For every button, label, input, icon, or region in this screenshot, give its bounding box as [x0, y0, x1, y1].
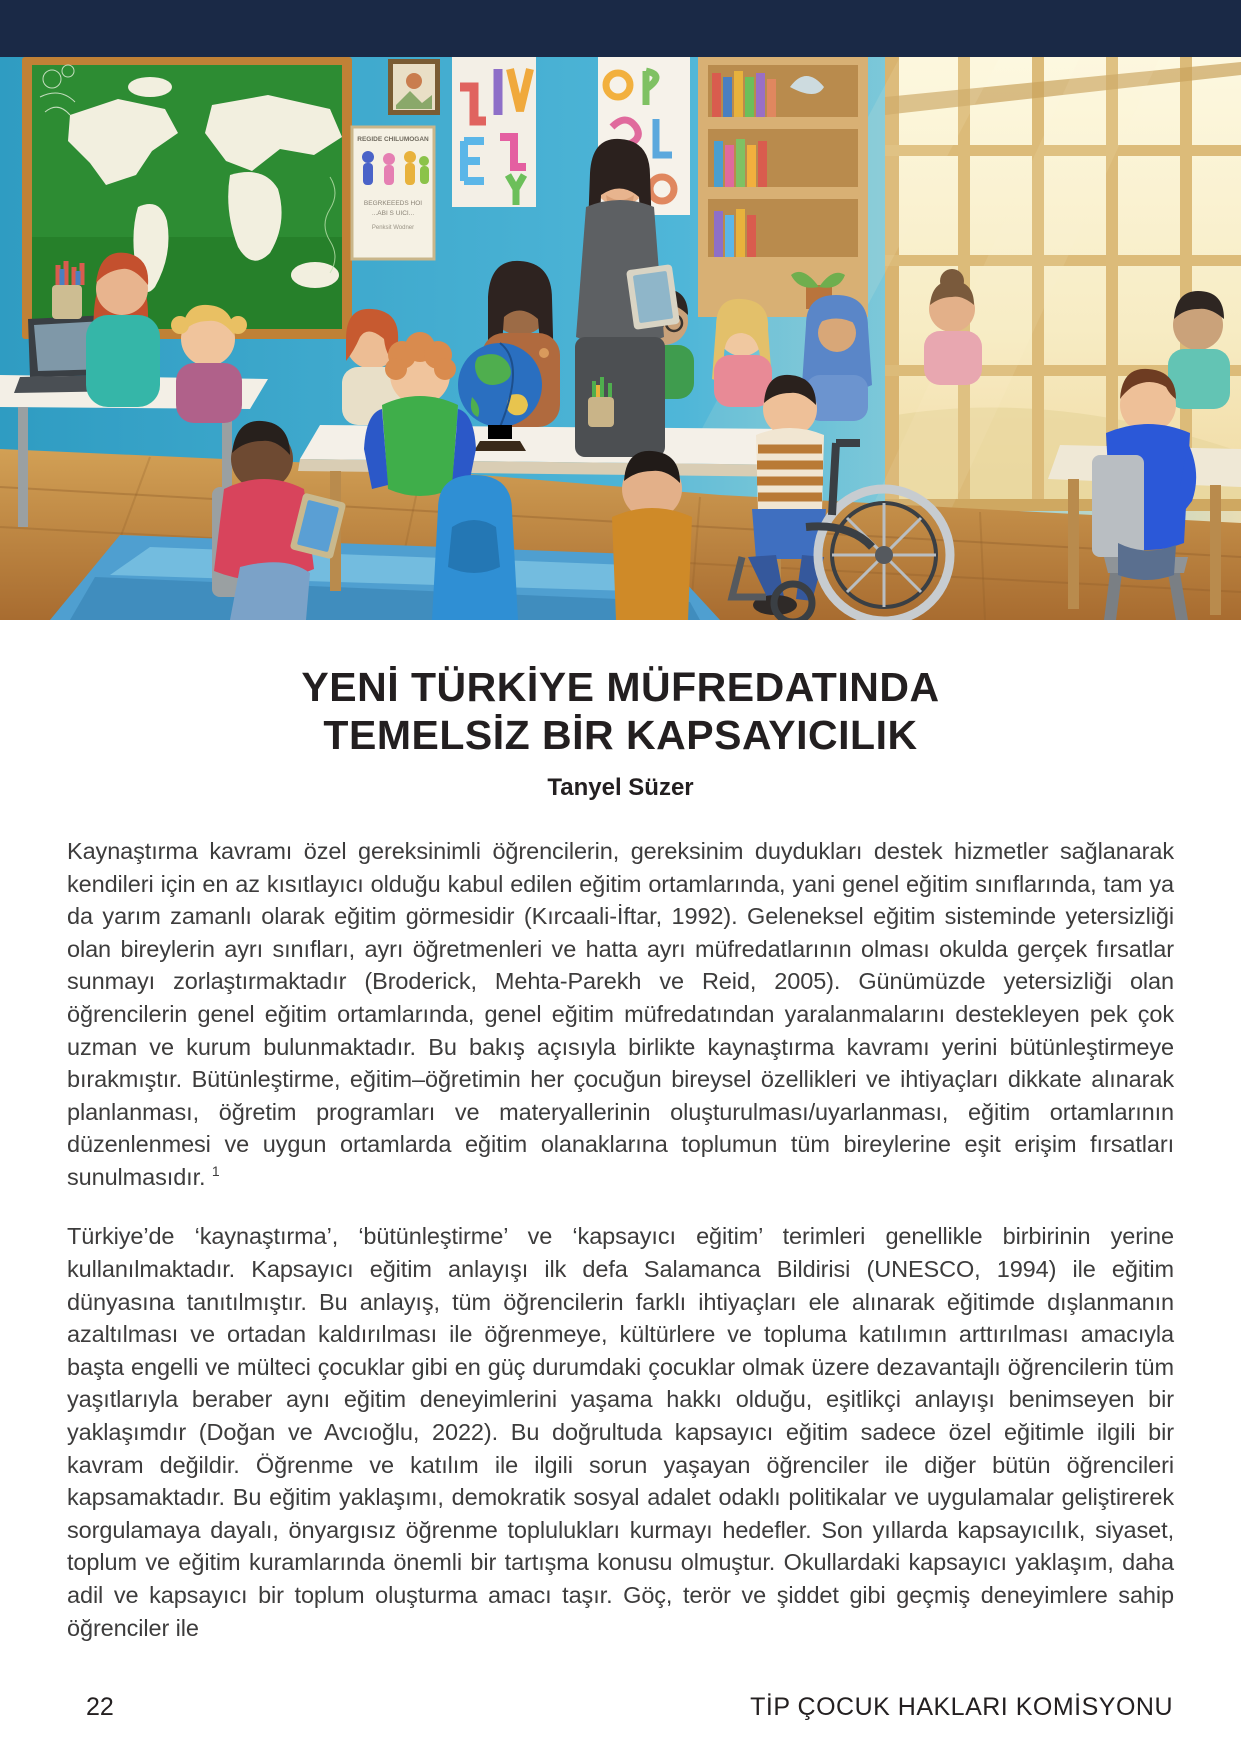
- title-line-1: YENİ TÜRKİYE MÜFREDATINDA: [301, 664, 940, 710]
- footer-organization: TİP ÇOCUK HAKLARI KOMİSYONU: [750, 1693, 1173, 1721]
- title-line-2: TEMELSİZ BİR KAPSAYICILIK: [323, 711, 918, 758]
- paragraph-1-text: Kaynaştırma kavramı özel gereksinimli öğrencilerin, gereksinim duydukları destek hizmetler sağlanarak kendileri için en az kısıtlayıcı olduğu kabul edilen eğitim ortamlarında, yani genel eğitim sınıflarında, tam ya da yarım zamanlı olarak eğitim görmesidir (Kırcaali-İftar, 1992). Geleneksel eğitim sisteminde yetersizliği olan bireylerin ayrı sınıfları, ayrı öğretmenleri ve hatta ayrı müfredatlarının olması okulda gerçek fırsatlar sunmayı zorlaştırmaktadır (Broderick, Mehta-Parekh ve Reid, 2005). Günümüzde yetersizliği olan öğrencilerin genel eğitim ortamlarında, genel eğitim müfredatından yaralanmalarını destekleyen pek çok uzman ve kurum bulunmaktadır. Bu bakış açısıyla birlikte kaynaştırma kavramı yerini bütünleştirmeye bırakmıştır. Bütünleştirme, eğitim–öğretimin her çocuğun bireysel özellikleri ve ihtiyaçları dikkate alınarak planlanması, öğretim programları ve materyallerinin oluşturulması/uyarlanması, eğitim ortamlarının düzenlenmesi ve uygun ortamlarda eğitim olanaklarına toplumun tüm bireylerine eşit erişim fırsatları sunulmasıdır.: [67, 837, 1174, 1190]
- svg-text:BEGRKEEEDS HOI: BEGRKEEEDS HOI: [363, 200, 423, 207]
- alphabet-poster: [452, 57, 536, 207]
- figures-poster: [352, 127, 434, 259]
- framed-picture: [388, 59, 440, 115]
- bookshelf: [698, 57, 868, 317]
- paragraph-2-text: Türkiye’de ‘kaynaştırma’, ‘bütünleştirme’ ve ‘kapsayıcı eğitim’ terimleri genellikle birbirinin yerine kullanılmaktadır. Kapsayıcı eğitim anlayışı ilk defa Salamanca Bildirisi (UNESCO, 1994) ile eğitim dünyasına tanıtılmıştır. Bu anlayış, tüm öğrencilerin farklı ihtiyaçları ele alınarak eğitimde dışlanmanın azaltılması ve ortadan kaldırılması ile öğrenmeye, kültürlere ve topluma katılımın arttırılması amacıyla başta engelli ve mülteci çocuklar gibi en güç durumdaki çocuklar olmak üzere dezavantajlı öğrencilerin tüm yaşıtlarıyla beraber aynı eğitim deneyimlerini yaşama hakkı olduğu, eşitlikçi anlayışı benimseyen bir yaklaşımdır (Doğan ve Avcıoğlu, 2022). Bu doğrultuda kapsayıcı eğitim sadece özel eğitimle ilgili bir kavram değildir. Öğrenme ve katılım ile ilgili sorun yaşayan öğrenciler ile diğer bütün öğrencileri kapsamaktadır. Bu eğitim yaklaşımı, demokratik sosyal adalet odaklı politikalar ve uygulamalar geliştirerek sorgulamaya dayalı, önyargısız öğrenme toplulukları kurmayı hedefler. Son yıllarda kapsayıcılık, siyaset, toplum ve eğitim kuramlarında önemli bir tartışma konusu olmuştur. Okullardaki kapsayıcı yaklaşım, daha adil ve kapsayıcı bir toplum oluşturma amacı taşır. Göç, terör ve şiddet gibi geçmiş deneyimlere sahip öğrenciler ile: [67, 1223, 1174, 1641]
- footnote-reference: 1: [211, 1163, 220, 1180]
- svg-text:Penksit Wodner: Penksit Wodner: [371, 225, 415, 231]
- article-title: [67, 664, 1174, 760]
- svg-text:...ABI S UICI...: ...ABI S UICI...: [371, 210, 415, 217]
- article-body: [0, 620, 1241, 1644]
- paragraph-2: [67, 1220, 1174, 1644]
- student-hijab-front: [432, 475, 518, 620]
- page-number: 22: [86, 1693, 114, 1721]
- paragraph-1: [67, 835, 1174, 1194]
- author-name: Tanyel Süzer: [547, 773, 694, 801]
- page-footer: [86, 1693, 1173, 1722]
- classroom-scene-svg: [0, 57, 1241, 620]
- student-blonde-girl: [712, 299, 772, 407]
- svg-text:REGIDE CHILUMOGAN: REGIDE CHILUMOGAN: [357, 136, 429, 143]
- top-navy-band: [0, 0, 1241, 57]
- classroom-illustration: [0, 57, 1241, 620]
- teacher-tablet: [626, 264, 680, 330]
